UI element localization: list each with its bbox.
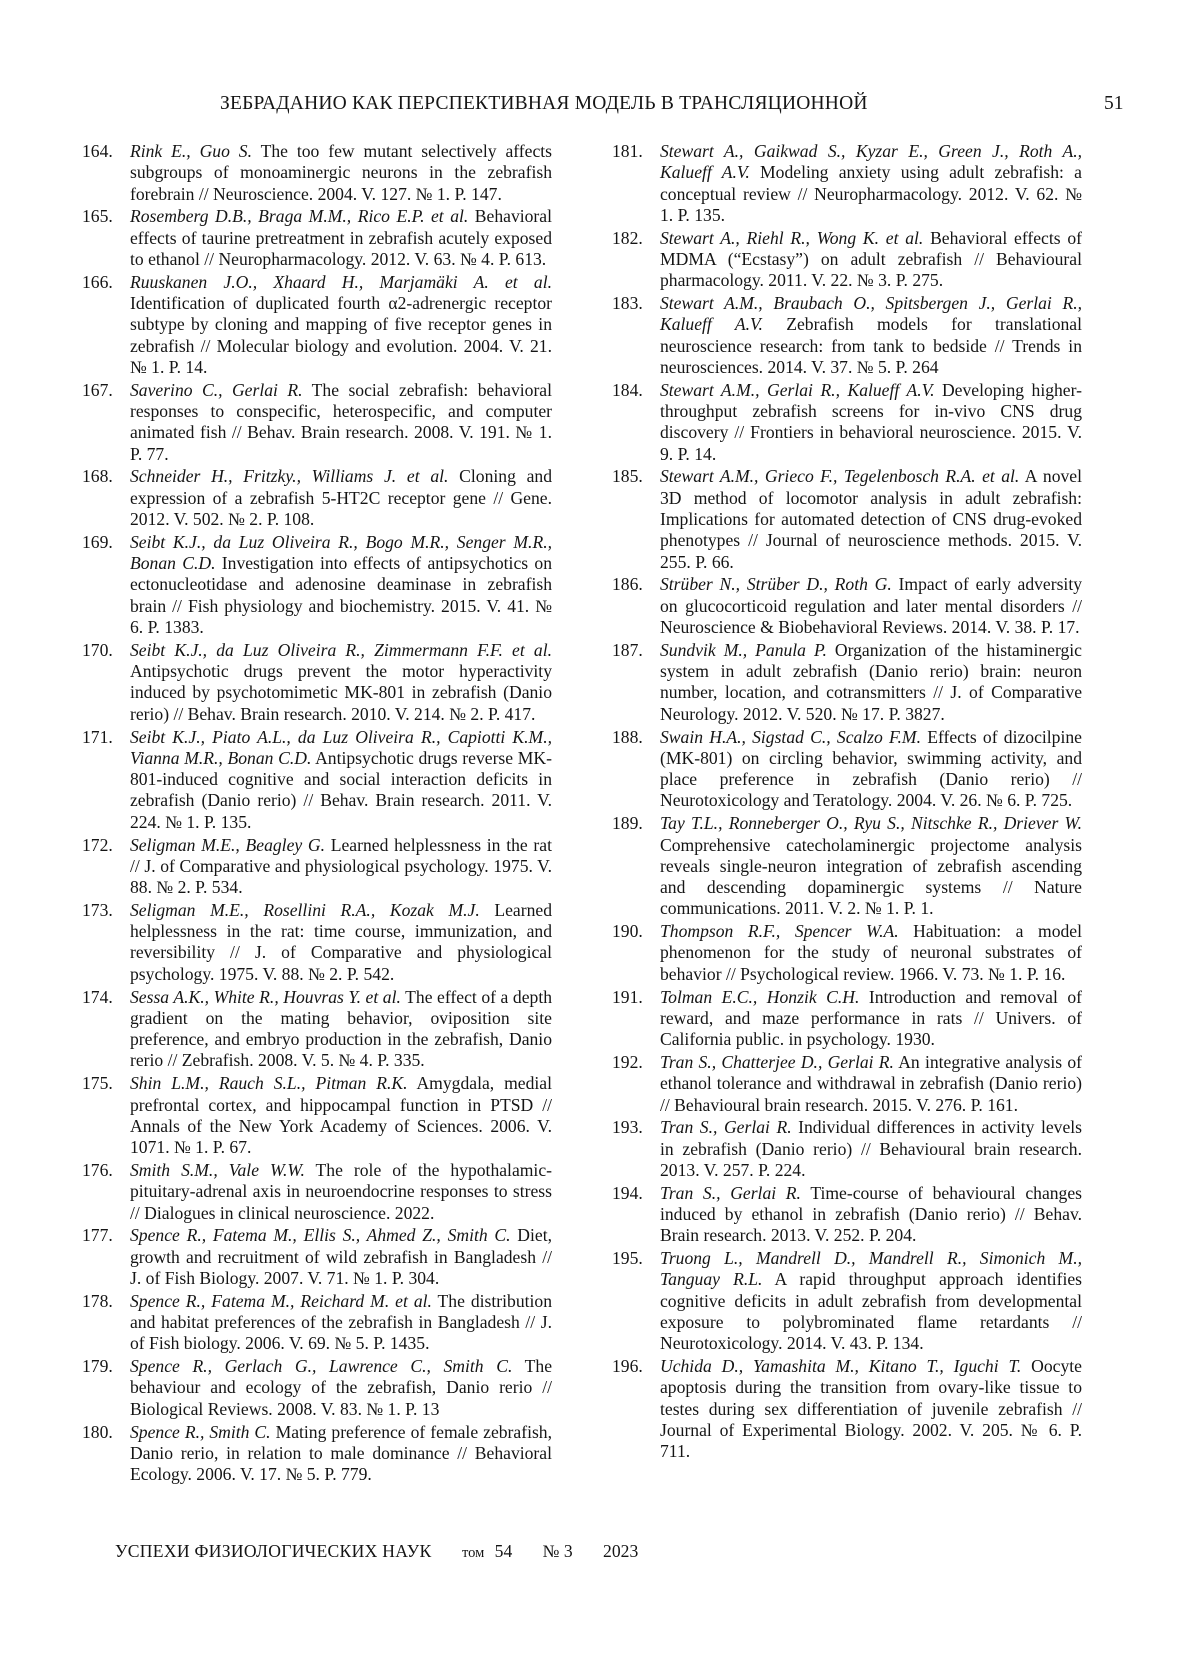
reference-number: 178. [82,1291,113,1312]
reference-entry [612,1052,1082,1116]
reference-number: 191. [612,987,643,1008]
reference-text: Habituation: a model phenomenon for the study of neuronal substrates of behavior // Psychological review. 1966. V. 73. № 1. P. 16. [660,921,1082,984]
reference-text: Learned helplessness in the rat // J. of Comparative and physiological psychology. 1975. V. 88. № 2. P. 534. [130,835,552,898]
reference-text: Time-course of behavioural changes induced by ethanol in zebrafish (Danio rerio) // Behav. Brain research. 2013. V. 252. P. 204. [660,1183,1082,1246]
reference-number: 196. [612,1356,643,1377]
reference-authors: Stewart A., Gaikwad S., Kyzar E., Green J., Roth A., Kalueff A.V. [660,141,1082,182]
reference-entry [82,987,552,1072]
reference-entry [612,1183,1082,1247]
reference-text: Zebrafish models for translational neuroscience research: from tank to bedside // Trends in neurosciences. 2014. V. 37. № 5. P. 264 [660,314,1082,377]
reference-text: Investigation into effects of antipsychotics on ectonucleotidase and adenosine deaminase in zebrafish brain // Fish physiology and biochemistry. 2015. V. 41. № 6. P. 1383. [130,553,552,637]
reference-authors: Tay T.L., Ronneberger O., Ryu S., Nitschke R., Driever W. [660,813,1082,833]
reference-text: The effect of a depth gradient on the mating behavior, oviposition site preference, and embryo production in the zebrafish, Danio rerio // Zebrafish. 2008. V. 5. № 4. P. 335. [130,987,552,1071]
reference-authors: Spence R., Fatema M., Ellis S., Ahmed Z., Smith C. [130,1225,511,1245]
reference-entry [82,1291,552,1355]
reference-entry [82,1073,552,1158]
reference-number: 192. [612,1052,643,1073]
reference-number: 170. [82,640,113,661]
reference-number: 173. [82,900,113,921]
reference-number: 174. [82,987,113,1008]
reference-text: Antipsychotic drugs reverse MK-801-induced cognitive and social interaction deficits in zebrafish (Danio rerio) // Behav. Brain research. 2011. V. 224. № 1. P. 135. [130,748,552,832]
reference-entry [82,380,552,465]
footer-volume-label: том [462,1545,484,1561]
reference-number: 193. [612,1117,643,1138]
reference-text: Behavioral effects of taurine pretreatment in zebrafish acutely exposed to ethanol // Neuropharmacology. 2012. V. 63. № 4. P. 613. [130,206,552,269]
reference-text: Learned helplessness in the rat: time course, immunization, and reversibility // J. of Comparative and physiological psychology. 1975. V. 88. № 2. P. 542. [130,900,552,984]
reference-entry [82,272,552,378]
reference-entry [612,987,1082,1051]
reference-text: Identification of duplicated fourth α2-adrenergic receptor subtype by cloning and mapping of five receptor genes in zebrafish // Molecular biology and evolution. 2004. V. 21. № 1. P. 14. [130,293,552,377]
reference-authors: Seibt K.J., Piato A.L., da Luz Oliveira R., Capiotti K.M., Vianna M.R., Bonan C.D. [130,727,552,768]
reference-number: 176. [82,1160,113,1181]
footer-year: 2023 [603,1541,638,1561]
reference-text: Introduction and removal of reward, and maze performance in rats // Univers. of California public. in psychology. 1930. [660,987,1082,1050]
page-number: 51 [1104,93,1124,115]
reference-number: 167. [82,380,113,401]
reference-authors: Spence R., Fatema M., Reichard M. et al. [130,1291,432,1311]
reference-entry [82,532,552,638]
reference-authors: Schneider H., Fritzky., Williams J. et al. [130,466,448,486]
reference-authors: Spence R., Smith C. [130,1422,271,1442]
reference-text: Developing higher-throughput zebrafish screens for in-vivo CNS drug discovery // Frontiers in behavioral neuroscience. 2015. V. 9. P. 14. [660,380,1082,464]
reference-entry [82,900,552,985]
reference-entry [82,1225,552,1289]
reference-entry [612,640,1082,725]
reference-number: 172. [82,835,113,856]
reference-number: 179. [82,1356,113,1377]
reference-text: Organization of the histaminergic system in adult zebrafish (Danio rerio) brain: neuron number, location, and cotransmitters // J. of Comparative Neurology. 2012. V. 520. № 17. P. 3827. [660,640,1082,724]
reference-authors: Tran S., Chatterjee D., Gerlai R. [660,1052,894,1072]
reference-authors: Spence R., Gerlach G., Lawrence C., Smith C. [130,1356,512,1376]
reference-entry [82,466,552,530]
reference-text: The distribution and habitat preferences of the zebrafish in Bangladesh // J. of Fish biology. 2006. V. 69. № 5. P. 1435. [130,1291,552,1354]
running-head: ЗЕБРАДАНИО КАК ПЕРСПЕКТИВНАЯ МОДЕЛЬ В ТРАНСЛЯЦИОННОЙ [220,93,980,115]
reference-entry [82,727,552,833]
reference-text: Modeling anxiety using adult zebrafish: a conceptual review // Neuropharmacology. 2012. V. 62. № 1. P. 135. [660,162,1082,225]
reference-authors: Seibt K.J., da Luz Oliveira R., Bogo M.R., Senger M.R., Bonan C.D. [130,532,552,573]
reference-number: 168. [82,466,113,487]
reference-text: A novel 3D method of locomotor analysis in adult zebrafish: Implications for automated detection of CNS drug-evoked phenotypes // Journal of neuroscience methods. 2015. V. 255. P. 66. [660,466,1082,571]
reference-entry [612,466,1082,572]
reference-number: 164. [82,141,113,162]
reference-number: 169. [82,532,113,553]
reference-authors: Smith S.M., Vale W.W. [130,1160,305,1180]
reference-text: Individual differences in activity levels in zebrafish (Danio rerio) // Behavioural brain research. 2013. V. 257. P. 224. [660,1117,1082,1180]
reference-text: An integrative analysis of ethanol tolerance and withdrawal in zebrafish (Danio rerio) // Behavioural brain research. 2015. V. 276. P. 161. [660,1052,1082,1115]
reference-authors: Tolman E.C., Honzik C.H. [660,987,859,1007]
reference-entry [82,1356,552,1420]
reference-text: The role of the hypothalamic-pituitary-adrenal axis in neuroendocrine responses to stress // Dialogues in clinical neuroscience. 2022. [130,1160,552,1223]
reference-authors: Seligman M.E., Beagley G. [130,835,325,855]
reference-authors: Thompson R.F., Spencer W.A. [660,921,899,941]
reference-authors: Seibt K.J., da Luz Oliveira R., Zimmermann F.F. et al. [130,640,552,660]
reference-entry [82,1422,552,1486]
reference-text: The behaviour and ecology of the zebrafish, Danio rerio // Biological Reviews. 2008. V. 83. № 1. P. 13 [130,1356,552,1419]
footer-journal-title: УСПЕХИ ФИЗИОЛОГИЧЕСКИХ НАУК [115,1541,432,1561]
reference-entry [612,813,1082,919]
reference-authors: Rosemberg D.B., Braga M.M., Rico E.P. et al. [130,206,468,226]
reference-authors: Stewart A.M., Braubach O., Spitsbergen J., Gerlai R., Kalueff A.V. [660,293,1082,334]
reference-entry [612,1117,1082,1181]
reference-authors: Stewart A.M., Gerlai R., Kalueff A.V. [660,380,934,400]
reference-text: Amygdala, medial prefrontal cortex, and hippocampal function in PTSD // Annals of the New York Academy of Sciences. 2006. V. 1071. № 1. P. 67. [130,1073,552,1157]
reference-number: 166. [82,272,113,293]
reference-column-left [82,141,552,1487]
reference-entry [82,206,552,270]
reference-authors: Saverino C., Gerlai R. [130,380,303,400]
reference-number: 181. [612,141,643,162]
reference-entry [612,1356,1082,1462]
reference-authors: Stewart A.M., Grieco F., Tegelenbosch R.A. et al. [660,466,1019,486]
reference-text: Oocyte apoptosis during the transition from ovary-like tissue to testes during sex differentiation of juvenile zebrafish // Journal of Experimental Biology. 2002. V. 205. № 6. P. 711. [660,1356,1082,1461]
reference-authors: Tran S., Gerlai R. [660,1117,792,1137]
reference-authors: Sessa A.K., White R., Houvras Y. et al. [130,987,401,1007]
reference-number: 188. [612,727,643,748]
reference-entry [612,228,1082,292]
reference-text: Impact of early adversity on glucocorticoid regulation and later mental disorders // Neuroscience & Biobehavioral Reviews. 2014. V. 38. P. 17. [660,574,1082,637]
reference-number: 190. [612,921,643,942]
reference-entry [82,1160,552,1224]
reference-entry [612,141,1082,226]
reference-number: 165. [82,206,113,227]
reference-number: 185. [612,466,643,487]
reference-number: 175. [82,1073,113,1094]
reference-authors: Truong L., Mandrell D., Mandrell R., Simonich M., Tanguay R.L. [660,1248,1082,1289]
reference-number: 183. [612,293,643,314]
reference-number: 195. [612,1248,643,1269]
reference-number: 182. [612,228,643,249]
reference-entry [82,141,552,205]
reference-text: Cloning and expression of a zebrafish 5-HT2C receptor gene // Gene. 2012. V. 502. № 2. P. 108. [130,466,552,529]
reference-number: 187. [612,640,643,661]
reference-authors: Seligman M.E., Rosellini R.A., Kozak M.J. [130,900,480,920]
reference-authors: Tran S., Gerlai R. [660,1183,801,1203]
reference-text: The too few mutant selectively affects subgroups of monoaminergic neurons in the zebrafish forebrain // Neuroscience. 2004. V. 127. № 1. P. 147. [130,141,552,204]
reference-entry [612,574,1082,638]
reference-entry [612,293,1082,378]
reference-authors: Rink E., Guo S. [130,141,252,161]
reference-text: Mating preference of female zebrafish, Danio rerio, in relation to male dominance // Behavioral Ecology. 2006. V. 17. № 5. P. 779. [130,1422,552,1485]
reference-authors: Sundvik M., Panula P. [660,640,827,660]
reference-entry [612,727,1082,812]
reference-authors: Uchida D., Yamashita M., Kitano T., Iguchi T. [660,1356,1021,1376]
reference-authors: Swain H.A., Sigstad C., Scalzo F.M. [660,727,921,747]
reference-number: 186. [612,574,643,595]
reference-number: 184. [612,380,643,401]
reference-text: Comprehensive catecholaminergic projectome analysis reveals single-neuron integration of zebrafish ascending and descending dopaminergic systems // Nature communications. 2011. V. 2. № 1. P. 1. [660,835,1082,919]
reference-entry [82,640,552,725]
reference-text: Diet, growth and recruitment of wild zebrafish in Bangladesh // J. of Fish Biology. 2007. V. 71. № 1. P. 304. [130,1225,552,1288]
reference-authors: Ruuskanen J.O., Xhaard H., Marjamäki A. et al. [130,272,552,292]
reference-text: Antipsychotic drugs prevent the motor hyperactivity induced by psychotomimetic MK-801 in zebrafish (Danio rerio) // Behav. Brain research. 2010. V. 214. № 2. P. 417. [130,661,552,724]
journal-footer [115,1541,638,1562]
reference-text: A rapid throughput approach identifies cognitive deficits in adult zebrafish from developmental exposure to polybrominated flame retardants // Neurotoxicology. 2014. V. 43. P. 134. [660,1269,1082,1353]
reference-number: 171. [82,727,113,748]
reference-text: Effects of dizocilpine (MK-801) on circling behavior, swimming activity, and place preference in zebrafish (Danio rerio) // Neurotoxicology and Teratology. 2004. V. 26. № 6. P. 725. [660,727,1082,811]
reference-number: 177. [82,1225,113,1246]
reference-entry [612,1248,1082,1354]
reference-number: 194. [612,1183,643,1204]
reference-entry [612,921,1082,985]
footer-volume: 54 [495,1541,513,1561]
reference-entry [612,380,1082,465]
footer-issue: № 3 [543,1541,573,1561]
reference-entry [82,835,552,899]
reference-number: 189. [612,813,643,834]
reference-column-right [612,141,1082,1464]
reference-text: Behavioral effects of MDMA (“Ecstasy”) on adult zebrafish // Behavioural pharmacology. 2011. V. 22. № 3. P. 275. [660,228,1082,291]
reference-authors: Stewart A., Riehl R., Wong K. et al. [660,228,923,248]
reference-number: 180. [82,1422,113,1443]
reference-text: The social zebrafish: behavioral responses to conspecific, heterospecific, and computer animated fish // Behav. Brain research. 2008. V. 191. № 1. P. 77. [130,380,552,464]
reference-authors: Shin L.M., Rauch S.L., Pitman R.K. [130,1073,408,1093]
reference-authors: Strüber N., Strüber D., Roth G. [660,574,892,594]
